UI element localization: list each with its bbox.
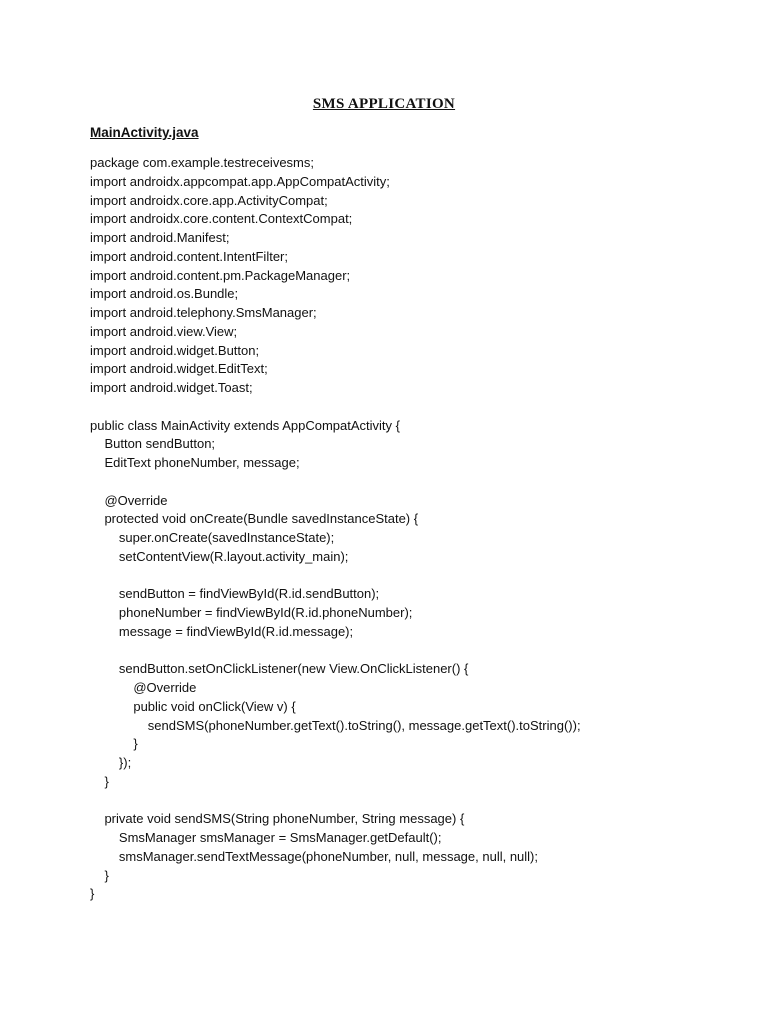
code-line: import androidx.core.app.ActivityCompat;: [90, 192, 328, 208]
code-line: setContentView(R.layout.activity_main);: [90, 548, 349, 564]
code-line: });: [90, 755, 132, 770]
code-line: import android.widget.EditText;: [90, 361, 268, 377]
code-line: }: [90, 886, 95, 902]
blank-line: [90, 792, 730, 811]
code-line: Button sendButton;: [90, 436, 216, 452]
code-line: @Override: [90, 492, 168, 508]
code-line: EditText phoneNumber, message;: [90, 455, 300, 470]
blank-line: [90, 473, 730, 492]
code-line: phoneNumber = findViewById(R.id.phoneNumber);: [90, 605, 413, 620]
code-line: sendButton.setOnClickListener(new View.OnClickListener() {: [90, 661, 469, 677]
code-line: import android.widget.Toast;: [90, 380, 253, 395]
code-line: sendSMS(phoneNumber.getText().toString(), message.getText().toString());: [90, 717, 581, 733]
code-line: import android.Manifest;: [90, 230, 230, 245]
code-line: import android.content.pm.PackageManager;: [90, 267, 351, 283]
code-line: import androidx.appcompat.app.AppCompatActivity;: [90, 173, 390, 189]
code-line: import android.view.View;: [90, 323, 238, 339]
code-line: message = findViewById(R.id.message);: [90, 623, 354, 639]
code-line: SmsManager smsManager = SmsManager.getDefault();: [90, 830, 442, 845]
code-line: smsManager.sendTextMessage(phoneNumber, null, message, null, null);: [90, 848, 538, 864]
code-line: }: [90, 736, 138, 752]
code-line: @Override: [90, 680, 197, 695]
code-line: super.onCreate(savedInstanceState);: [90, 530, 335, 545]
code-line: private void sendSMS(String phoneNumber, String message) {: [90, 811, 465, 827]
code-line: }: [90, 867, 109, 883]
code-line: import android.widget.Button;: [90, 342, 260, 358]
code-line: import android.telephony.SmsManager;: [90, 305, 317, 320]
code-line: package com.example.testreceivesms;: [90, 155, 314, 170]
code-line: import androidx.core.content.ContextCompat;: [90, 211, 353, 227]
blank-line: [90, 398, 730, 417]
code-line: protected void onCreate(Bundle savedInstanceState) {: [90, 511, 419, 527]
page-title: SMS APPLICATION: [312, 96, 456, 112]
code-line: import android.os.Bundle;: [90, 286, 239, 302]
file-heading: MainActivity.java: [90, 125, 199, 140]
blank-line: [90, 567, 730, 586]
code-block: [90, 154, 730, 904]
code-line: import android.content.IntentFilter;: [90, 248, 288, 264]
blank-line: [90, 642, 730, 661]
code-line: public void onClick(View v) {: [90, 698, 296, 714]
code-line: sendButton = findViewById(R.id.sendButton);: [90, 586, 380, 602]
code-line: public class MainActivity extends AppCompatActivity {: [90, 417, 400, 433]
code-line: }: [90, 773, 109, 789]
